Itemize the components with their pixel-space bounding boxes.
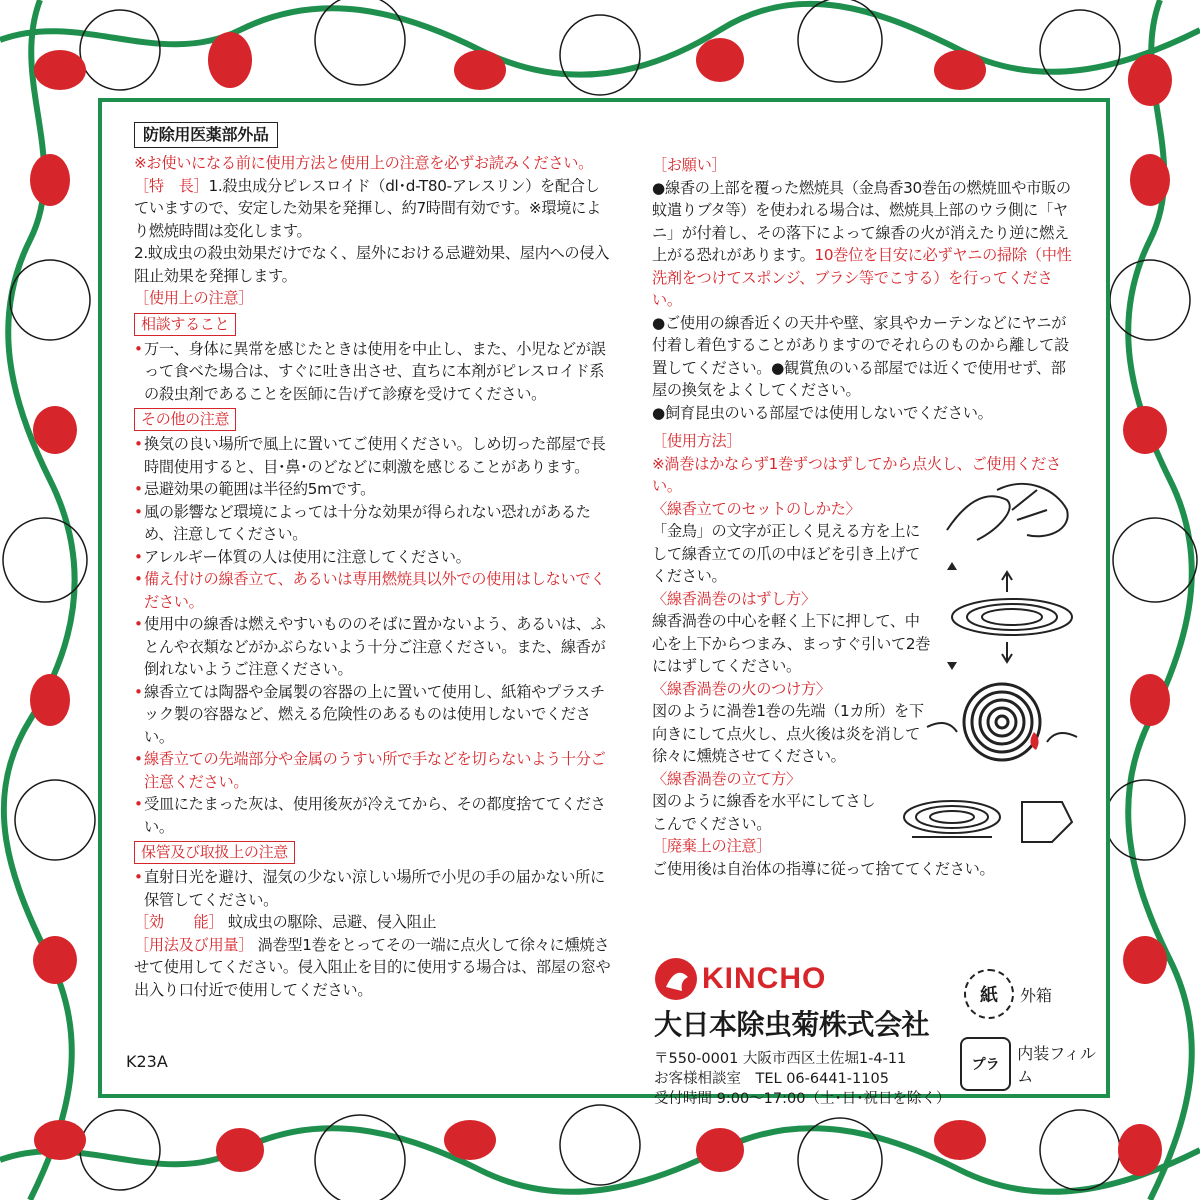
stand-setup-illustration [937,470,1087,560]
features-label: ［特 長］ [134,176,209,195]
company-address: 〒550-0001 大阪市西区土佐堀1-4-11 [654,1051,907,1067]
company-name: 大日本除虫菊株式会社 [654,1008,930,1041]
other-item-8: • 線香立ての先端部分や金属のうすい所で手などを切らないよう十分ご注意ください。 [134,750,606,791]
brand-name: KINCHO [702,962,827,995]
features-section [134,175,614,288]
label-panel [98,98,1110,1107]
kincho-rooster-logo [654,957,698,1001]
disposal-label: ［廃棄上の注意］ [652,837,772,855]
step-text-1: 「金鳥」の文字が正しく見える方を上にして線香立ての爪の中ほどを引き上げてください。 [652,522,920,585]
storage-item: • 直射日光を避け、湿気の少ない涼しい場所で小児の手の届かない所に保管してください。 [134,868,605,909]
plastic-recycle-mark [960,1037,1106,1091]
step-text-4: 図のように線香を水平にしてさしこんでください。 [652,792,876,833]
features-text-1: 1.殺虫成分ピレスロイド（dl･d-T80-アレスリン）を配合していますので、安定した効果を発揮し、約7時間有効です。※環境により燃焼時間は変化します。 [134,176,601,240]
efficacy-section: ［効 能］ 蚊成虫の駆除、忌避、侵入阻止 [134,913,437,931]
usage-note: ※渦巻はかならず1巻ずつはずしてから点火し、ご使用ください。 [652,454,1061,495]
coil-standing-illustration [892,782,1082,852]
plastic-recycle-label: 内装フィルム [1017,1044,1096,1086]
paper-recycle-icon: 紙 [964,969,1014,1019]
request-text-3: ●飼育昆虫のいる部屋では使用しないでください。 [652,403,993,422]
step-title-4: 〈線香渦巻の立て方〉 [652,769,801,788]
reception-hours: 受付時間 9:00～17:00（土･日･祝日を除く） [654,1091,951,1107]
other-item-1: • 換気の良い場所で風上に置いてご使用ください。しめ切った部屋で長時間使用すると、目･鼻･のどなどに刺激を感じることがあります。 [134,435,606,476]
paper-recycle-mark [964,969,1052,1019]
step-title-1: 〈線香立てのセットのしかた〉 [652,499,861,518]
quasi-drug-label: 防除用医薬部外品 [134,122,278,148]
left-column [134,122,614,1001]
other-item-2: • 忌避効果の範囲は半径約5mです。 [134,480,376,498]
company-block [654,957,950,1109]
usage-label: ［使用方法］ [652,432,742,450]
plastic-recycle-icon: プラ [960,1037,1011,1091]
other-item-7: • 線香立ては陶器や金属製の容器の上に置いて使用し、紙箱やプラスチック製の容器など、燃える危険性のあるものは使用しないでください。 [134,682,605,746]
other-item-9: • 受皿にたまった灰は、使用後灰が冷えてから、その都度捨ててください。 [134,795,606,836]
request-text-1: ●線香の上部を覆った燃焼具（金鳥香30巻缶の燃焼皿や市販の蚊遣りブタ等）を使われる場合は、燃焼具上部のウラ側に「ヤニ」が付着し、その落下によって線香の火が消えたり逆に燃え上がる恐れがあります。10巻位を目安に必ずヤニの掃除（中性洗剤をつけてスポンジ、ブラシ等でこする）を行ってください。 [652,178,1072,309]
consult-item: • 万一、身体に異常を感じたときは使用を中止し、また、小児などが誤って食べた場合は、すぐに吐き出させ、直ちに本剤がピレスロイド系の殺虫剤であることを医師に告げて診療を受けてください。 [134,339,606,403]
other-caution-heading: その他の注意 [134,408,236,431]
usage-caution-label: ［使用上の注意］ [134,289,254,307]
step-title-2: 〈線香渦巻のはずし方〉 [652,589,816,608]
coil-lighting-illustration [922,677,1082,772]
step-text-2: 線香渦巻の中心を軽く上下に押して、中心を上下からつまみ、まっすぐ引いて2巻にはずしてください。 [652,612,931,675]
step-text-3: 図のように渦巻1巻の先端（1カ所）を下向きにして点火し、点火後は炎を消して徐々に燻焼させてください。 [652,702,924,765]
other-item-6: • 使用中の線香は燃えやすいもののそばに置かないよう、あるいは、ふとんや衣類などがかぶらないよう十分ご注意ください。また、線香が倒れないようご注意ください。 [134,615,606,678]
coil-separation-illustration [932,562,1082,672]
features-text-2: 2.蚊成虫の殺虫効果だけでなく、屋外における忌避効果、屋内への侵入阻止効果を発揮します。 [134,244,610,285]
disposal-text: ご使用後は自治体の指導に従って捨ててください。 [652,859,995,878]
dosage-section: ［用法及び用量］ 渦巻型1巻をとってその一端に点火して徐々に燻焼させて使用してください。侵入阻止を目的に使用する場合は、部屋の窓や出入り口付近で使用してください。 [134,935,611,999]
other-item-3: • 風の影響など環境によっては十分な効果が得られない恐れがあるため、注意してください。 [134,502,591,543]
paper-recycle-label: 外箱 [1020,985,1053,1005]
step-title-3: 〈線香渦巻の火のつけ方〉 [652,679,831,698]
other-item-5: • 備え付けの線香立て、あるいは専用燃焼具以外での使用はしないでください。 [134,570,606,611]
lot-code: K23A [126,1052,168,1071]
other-item-4: • アレルギー体質の人は使用に注意してください。 [134,547,471,566]
request-text-2: ●ご使用の線香近くの天井や壁、家具やカーテンなどにヤニが付着し着色することがありますのでそれらのものから離して設置してください。●観賞魚のいる部屋では近くで使用せず、部屋の換気をよくしてください。 [652,313,1069,399]
request-label: ［お願い］ [652,156,727,174]
storage-heading: 保管及び取扱上の注意 [134,841,295,864]
read-before-use-notice: ※お使いになる前に使用方法と使用上の注意を必ずお読みください。 [134,154,594,172]
consult-heading: 相談すること [134,313,236,336]
company-phone: お客様相談室 TEL 06-6441-1105 [654,1071,889,1087]
